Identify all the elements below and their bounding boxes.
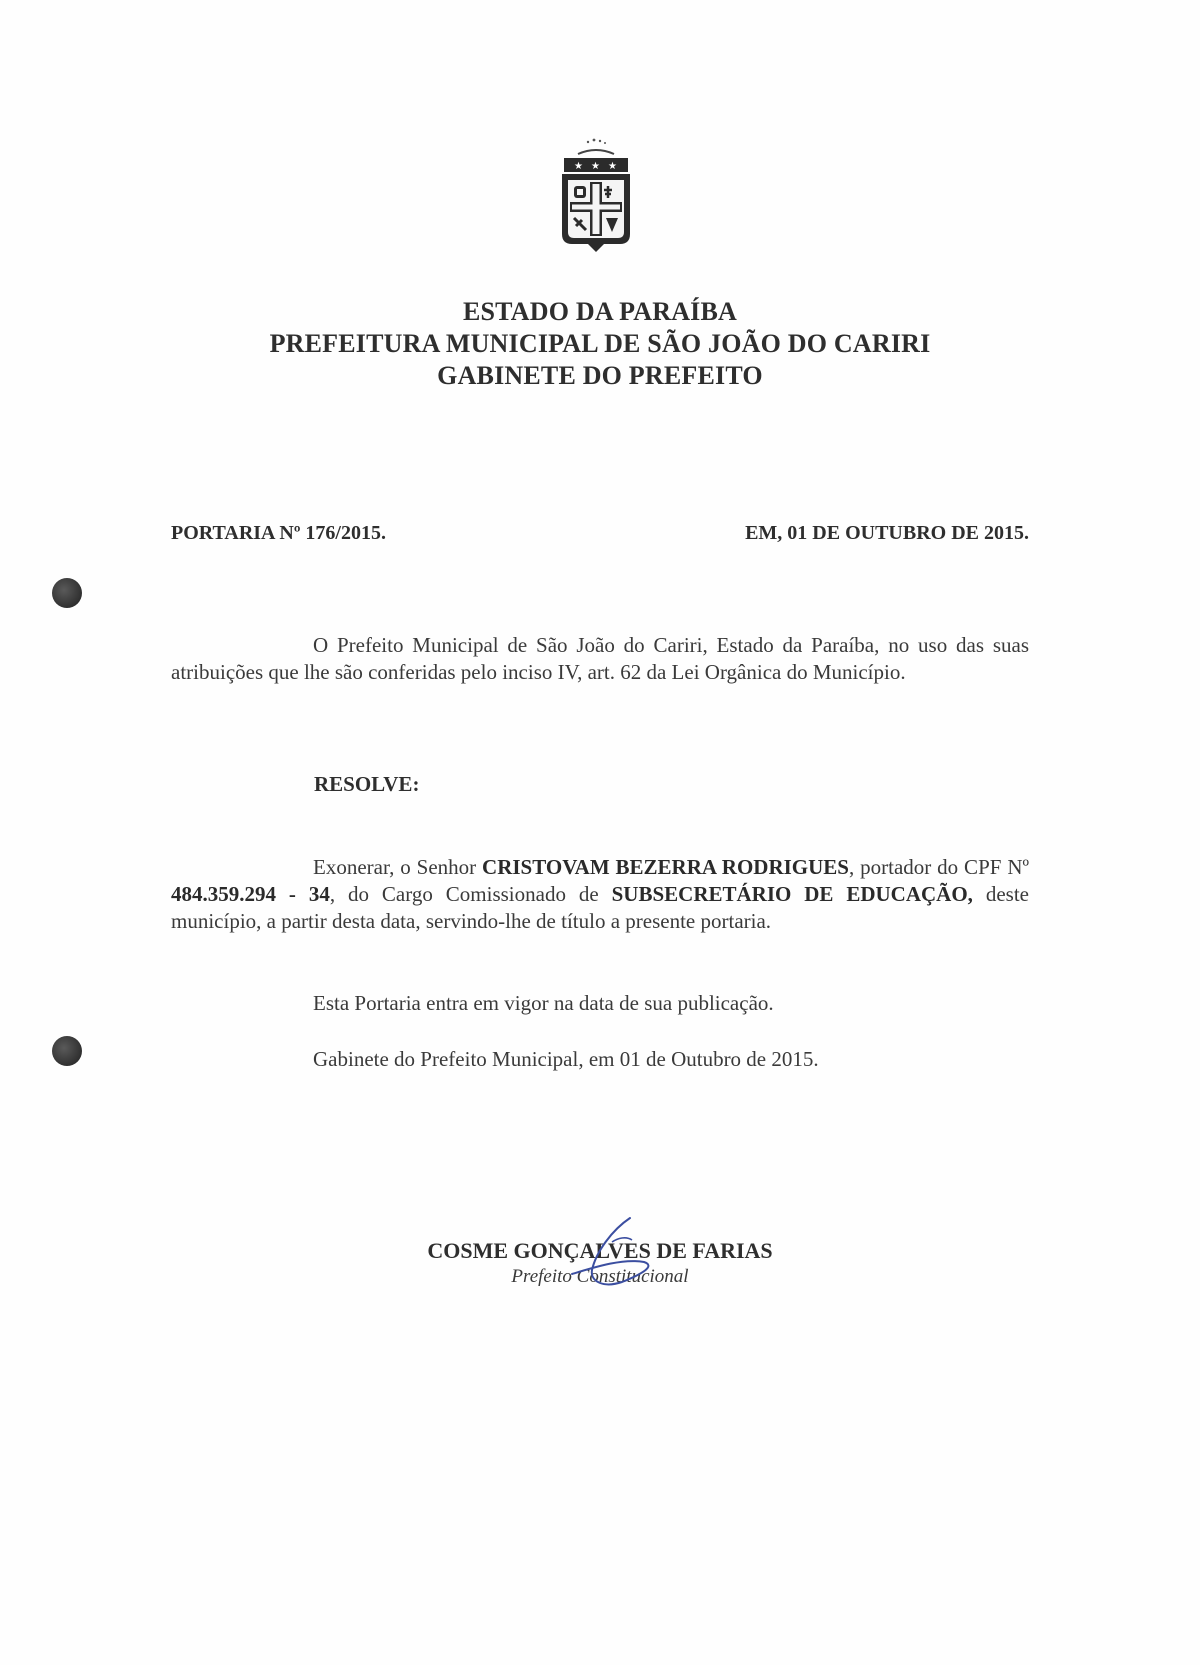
effect-text: Esta Portaria entra em vigor na data de sua publicação. xyxy=(313,991,774,1015)
preamble-text: O Prefeito Municipal de São João do Cariri, Estado da Paraíba, no uso das suas atribuições que lhe são conferidas pelo inciso IV, art. 62 da Lei Orgânica do Município. xyxy=(171,633,1029,684)
svg-text:★: ★ xyxy=(608,161,617,172)
reference-line xyxy=(171,522,1029,545)
dismissed-person-name: CRISTOVAM BEZERRA RODRIGUES xyxy=(482,855,849,879)
binder-hole xyxy=(52,578,82,608)
decision-text-3: , do Cargo Comissionado de xyxy=(329,882,612,906)
cpf-number: 484.359.294 - 34 xyxy=(171,882,330,906)
preamble-paragraph xyxy=(171,632,1029,686)
ordinance-number: PORTARIA Nº 176/2015. xyxy=(171,522,386,544)
document-header xyxy=(0,296,1200,392)
closing-paragraph xyxy=(171,1046,1029,1073)
svg-text:★: ★ xyxy=(591,161,600,172)
signatory-role: Prefeito Constitucional xyxy=(511,1266,689,1287)
office-name: GABINETE DO PREFEITO xyxy=(437,361,763,390)
municipality-name: PREFEITURA MUNICIPAL DE SÃO JOÃO DO CARIRI xyxy=(269,329,931,358)
state-name: ESTADO DA PARAÍBA xyxy=(462,297,738,326)
decision-paragraph xyxy=(171,854,1029,935)
effect-paragraph xyxy=(171,990,1029,1017)
decision-text-2: , portador do CPF Nº xyxy=(848,855,1029,879)
svg-text:★: ★ xyxy=(574,161,583,172)
decision-text-1: Exonerar, o Senhor xyxy=(313,855,483,879)
resolve-heading: RESOLVE: xyxy=(314,772,420,796)
signatory-name: COSME GONÇALVES DE FARIAS xyxy=(427,1238,773,1263)
municipal-coat-of-arms-icon xyxy=(548,138,644,258)
handwritten-signature-icon xyxy=(552,1212,672,1292)
closing-text: Gabinete do Prefeito Municipal, em 01 de Outubro de 2015. xyxy=(313,1047,819,1071)
ordinance-date: EM, 01 DE OUTUBRO DE 2015. xyxy=(745,522,1029,544)
binder-hole xyxy=(52,1036,82,1066)
position-title: SUBSECRETÁRIO DE EDUCAÇÃO, xyxy=(611,882,973,906)
decision-text-4: deste município, a partir desta data, servindo-lhe de título a presente portaria. xyxy=(171,882,1029,933)
